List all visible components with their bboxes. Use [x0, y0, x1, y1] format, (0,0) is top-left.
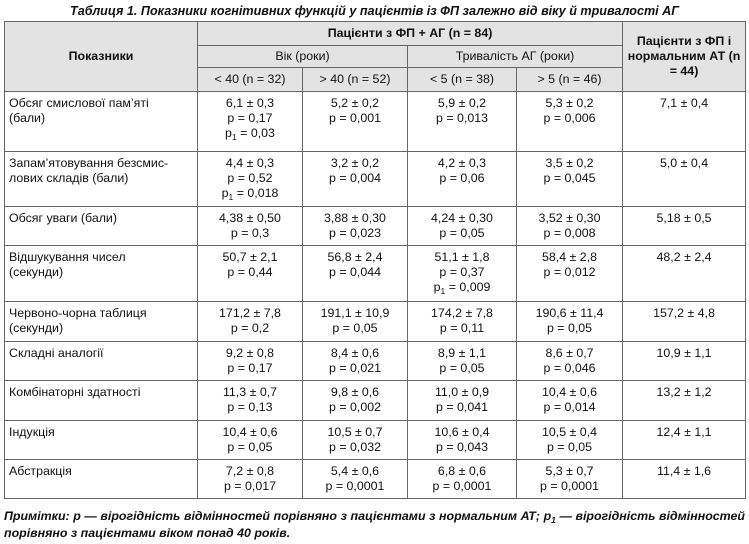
indicator-name [5, 421, 198, 460]
value-cell [517, 381, 623, 421]
mean-value: 3,2 ± 0,2 [330, 156, 380, 170]
indicator-name [5, 342, 198, 381]
age-header: Вік (роки) [198, 46, 408, 68]
value-cell [408, 381, 517, 421]
p-value: p = 0,006 [543, 111, 596, 125]
p-value: p = 0,2 [230, 321, 270, 335]
mean-value: 5,4 ± 0,6 [330, 464, 380, 478]
value-cell [517, 460, 623, 499]
mean-value: 10,9 ± 1,1 [656, 346, 712, 360]
p-value: p = 0,37 [439, 265, 485, 279]
note-text: Примітки: p — вірогідність відмінностей порівняно з пацієнтами з нормальним АТ; p [4, 509, 552, 523]
mean-value: 5,3 ± 0,7 [545, 464, 594, 478]
value-cell [623, 92, 746, 152]
p-value: p = 0,06 [439, 171, 485, 185]
mean-value: 7,2 ± 0,8 [225, 464, 275, 478]
p1-number: = 0,018 [236, 186, 279, 200]
mean-value: 50,7 ± 2,1 [222, 250, 278, 264]
mean-value: 10,6 ± 0,4 [434, 425, 490, 439]
mean-value: 12,4 ± 1,1 [656, 425, 712, 439]
value-cell [517, 342, 623, 381]
value-cell [408, 152, 517, 207]
value-cell [303, 302, 408, 342]
value-cell [623, 246, 746, 302]
value-cell [198, 92, 303, 152]
value-cell [198, 421, 303, 460]
mean-value: 3,52 ± 0,30 [538, 211, 601, 225]
mean-value: 157,2 ± 4,8 [653, 306, 715, 320]
p1-value [202, 186, 298, 202]
p1-number: = 0,03 [240, 126, 275, 140]
value-cell [303, 421, 408, 460]
indicator-name-line: Комбінаторні здатності [9, 385, 141, 399]
value-cell [198, 381, 303, 421]
duration-under-5-header: < 5 (n = 38) [408, 68, 517, 92]
table-body [5, 92, 746, 499]
value-cell [517, 152, 623, 207]
p1-subscript: 1 [231, 132, 237, 142]
value-cell [623, 342, 746, 381]
mean-value: 5,3 ± 0,2 [545, 96, 594, 110]
table-row [5, 207, 746, 246]
value-cell [517, 246, 623, 302]
value-cell [198, 207, 303, 246]
mean-value: 9,8 ± 0,6 [330, 385, 380, 399]
table-row [5, 460, 746, 499]
mean-value: 4,24 ± 0,30 [431, 211, 493, 225]
p-value: p = 0,044 [328, 265, 382, 279]
indicator-name [5, 246, 198, 302]
p1-value [412, 280, 512, 296]
mean-value: 10,4 ± 0,6 [542, 385, 598, 399]
mean-value: 51,1 ± 1,8 [434, 250, 490, 264]
normal-bp-group-header: Пацієнти з ФП і нормальним АТ (n = 44) [623, 22, 746, 92]
value-cell [623, 381, 746, 421]
p-value: p = 0,11 [439, 321, 485, 335]
p1-letter: p [221, 186, 229, 200]
value-cell [303, 342, 408, 381]
table-header [5, 22, 746, 92]
p-value: p = 0,023 [328, 226, 382, 240]
p1-subscript: 1 [440, 286, 446, 296]
table-row [5, 381, 746, 421]
indicator-name [5, 381, 198, 421]
table-row [5, 342, 746, 381]
value-cell [517, 92, 623, 152]
mean-value: 10,5 ± 0,7 [327, 425, 383, 439]
value-cell [623, 302, 746, 342]
note-subscript: 1 [551, 515, 556, 525]
mean-value: 4,2 ± 0,3 [437, 156, 487, 170]
p-value: p = 0,045 [543, 171, 596, 185]
mean-value: 7,1 ± 0,4 [659, 96, 709, 110]
p-value: p = 0,0001 [540, 479, 599, 493]
indicator-name-line: Обсяг смислової пам’яті [9, 96, 149, 110]
indicator-name-line: Індукція [9, 425, 55, 439]
p-value: p = 0,017 [223, 479, 277, 493]
mean-value: 11,3 ± 0,7 [222, 385, 278, 399]
indicator-name-line: Складні аналогії [9, 346, 104, 360]
table-caption: Таблиця 1. Показники когнітивних функцій у пацієнтів із ФП залежно від віку й тривалості АГ [70, 4, 679, 18]
p-value: p = 0,05 [227, 440, 273, 454]
p1-number: = 0,009 [448, 280, 491, 294]
mean-value: 58,4 ± 2,8 [542, 250, 598, 264]
mean-value: 4,4 ± 0,3 [225, 156, 275, 170]
p-value: p = 0,046 [543, 361, 596, 375]
mean-value: 174,2 ± 7,8 [431, 306, 493, 320]
note-text-end: — вірогідність відмінностей порівняно з пацієнтами віком понад 40 років. [4, 509, 745, 540]
p-value: p = 0,001 [328, 111, 382, 125]
indicator-name-line: Червоно-чорна таблиця [9, 306, 147, 320]
mean-value: 5,18 ± 0,5 [656, 211, 712, 225]
indicator-name-line: лових складів (бали) [9, 171, 129, 185]
value-cell [408, 342, 517, 381]
mean-value: 5,2 ± 0,2 [330, 96, 380, 110]
indicator-name-line: Абстракція [9, 464, 72, 478]
indicator-name [5, 302, 198, 342]
value-cell [198, 460, 303, 499]
mean-value: 9,2 ± 0,8 [225, 346, 275, 360]
cognitive-functions-table [4, 21, 746, 499]
value-cell [623, 152, 746, 207]
p-value: p = 0,52 [227, 171, 273, 185]
mean-value: 6,1 ± 0,3 [225, 96, 275, 110]
p-value: p = 0,0001 [432, 479, 492, 493]
p1-letter: p [225, 126, 232, 140]
value-cell [303, 381, 408, 421]
mean-value: 6,8 ± 0,6 [437, 464, 487, 478]
mean-value: 56,8 ± 2,4 [327, 250, 383, 264]
mean-value: 8,9 ± 1,1 [437, 346, 487, 360]
value-cell [408, 302, 517, 342]
p-value: p = 0,002 [328, 400, 382, 414]
indicator-name [5, 152, 198, 207]
mean-value: 11,0 ± 0,9 [434, 385, 490, 399]
duration-over-5-header: > 5 (n = 46) [517, 68, 623, 92]
value-cell [517, 421, 623, 460]
value-cell [303, 246, 408, 302]
value-cell [303, 460, 408, 499]
p-value: p = 0,44 [227, 265, 273, 279]
mean-value: 3,5 ± 0,2 [545, 156, 594, 170]
p1-letter: p [433, 280, 441, 294]
indicator-name-line: Обсяг уваги (бали) [9, 211, 117, 225]
p-value: p = 0,004 [328, 171, 382, 185]
age-under-40-header: < 40 (n = 32) [198, 68, 303, 92]
p-value: p = 0,05 [439, 361, 485, 375]
p-value: p = 0,032 [328, 440, 382, 454]
value-cell [408, 207, 517, 246]
value-cell [198, 246, 303, 302]
indicator-name-line: (секунди) [9, 321, 64, 335]
indicator-name-line: Запам’ятовування безсмис- [9, 156, 169, 170]
p-value: p = 0,0001 [325, 479, 385, 493]
value-cell [303, 152, 408, 207]
p-value: p = 0,05 [439, 226, 485, 240]
table-note [4, 508, 745, 541]
p-value: p = 0,13 [227, 400, 273, 414]
value-cell [408, 421, 517, 460]
table-row [5, 246, 746, 302]
indicator-name-line: Відшукування чисел [9, 250, 126, 264]
value-cell [303, 207, 408, 246]
p-value: p = 0,021 [328, 361, 382, 375]
duration-header: Тривалість АГ (роки) [408, 46, 623, 68]
mean-value: 5,0 ± 0,4 [659, 156, 709, 170]
mean-value: 5,9 ± 0,2 [437, 96, 487, 110]
mean-value: 3,88 ± 0,30 [324, 211, 386, 225]
table-row [5, 92, 746, 152]
value-cell [198, 302, 303, 342]
p-value: p = 0,17 [227, 111, 273, 125]
p1-subscript: 1 [228, 192, 234, 202]
value-cell [303, 92, 408, 152]
value-cell [623, 207, 746, 246]
p-value: p = 0,05 [546, 321, 593, 335]
mean-value: 48,2 ± 2,4 [656, 250, 712, 264]
value-cell [517, 207, 623, 246]
value-cell [408, 460, 517, 499]
value-cell [623, 460, 746, 499]
value-cell [623, 421, 746, 460]
value-cell [517, 302, 623, 342]
p-value: p = 0,17 [227, 361, 273, 375]
table-row [5, 152, 746, 207]
mean-value: 8,6 ± 0,7 [545, 346, 594, 360]
fp-ag-group-header: Пацієнти з ФП + АГ (n = 84) [198, 22, 623, 46]
p-value: p = 0,3 [230, 226, 270, 240]
indicator-name-line: (секунди) [9, 265, 64, 279]
p-value: p = 0,013 [435, 111, 489, 125]
mean-value: 4,38 ± 0,50 [219, 211, 281, 225]
p-value: p = 0,008 [543, 226, 596, 240]
p-value: p = 0,014 [543, 400, 596, 414]
age-over-40-header: > 40 (n = 52) [303, 68, 408, 92]
value-cell [198, 152, 303, 207]
mean-value: 8,4 ± 0,6 [330, 346, 380, 360]
indicator-name-line: (бали) [9, 111, 46, 125]
table-row [5, 302, 746, 342]
mean-value: 10,4 ± 0,6 [222, 425, 278, 439]
p-value: p = 0,012 [543, 265, 596, 279]
value-cell [408, 92, 517, 152]
mean-value: 11,4 ± 1,6 [656, 464, 712, 478]
indicator-name [5, 92, 198, 152]
value-cell [408, 246, 517, 302]
value-cell [198, 342, 303, 381]
indicator-name [5, 460, 198, 499]
mean-value: 171,2 ± 7,8 [219, 306, 281, 320]
p-value: p = 0,041 [435, 400, 489, 414]
p-value: p = 0,043 [435, 440, 489, 454]
mean-value: 13,2 ± 1,2 [656, 385, 712, 399]
mean-value: 190,6 ± 11,4 [535, 306, 604, 320]
mean-value: 191,1 ± 10,9 [320, 306, 390, 320]
indicators-header: Показники [5, 22, 198, 92]
table-row [5, 421, 746, 460]
p-value: p = 0,05 [332, 321, 378, 335]
p-value: p = 0,05 [546, 440, 593, 454]
mean-value: 10,5 ± 0,4 [542, 425, 598, 439]
indicator-name [5, 207, 198, 246]
p1-value [202, 126, 298, 142]
